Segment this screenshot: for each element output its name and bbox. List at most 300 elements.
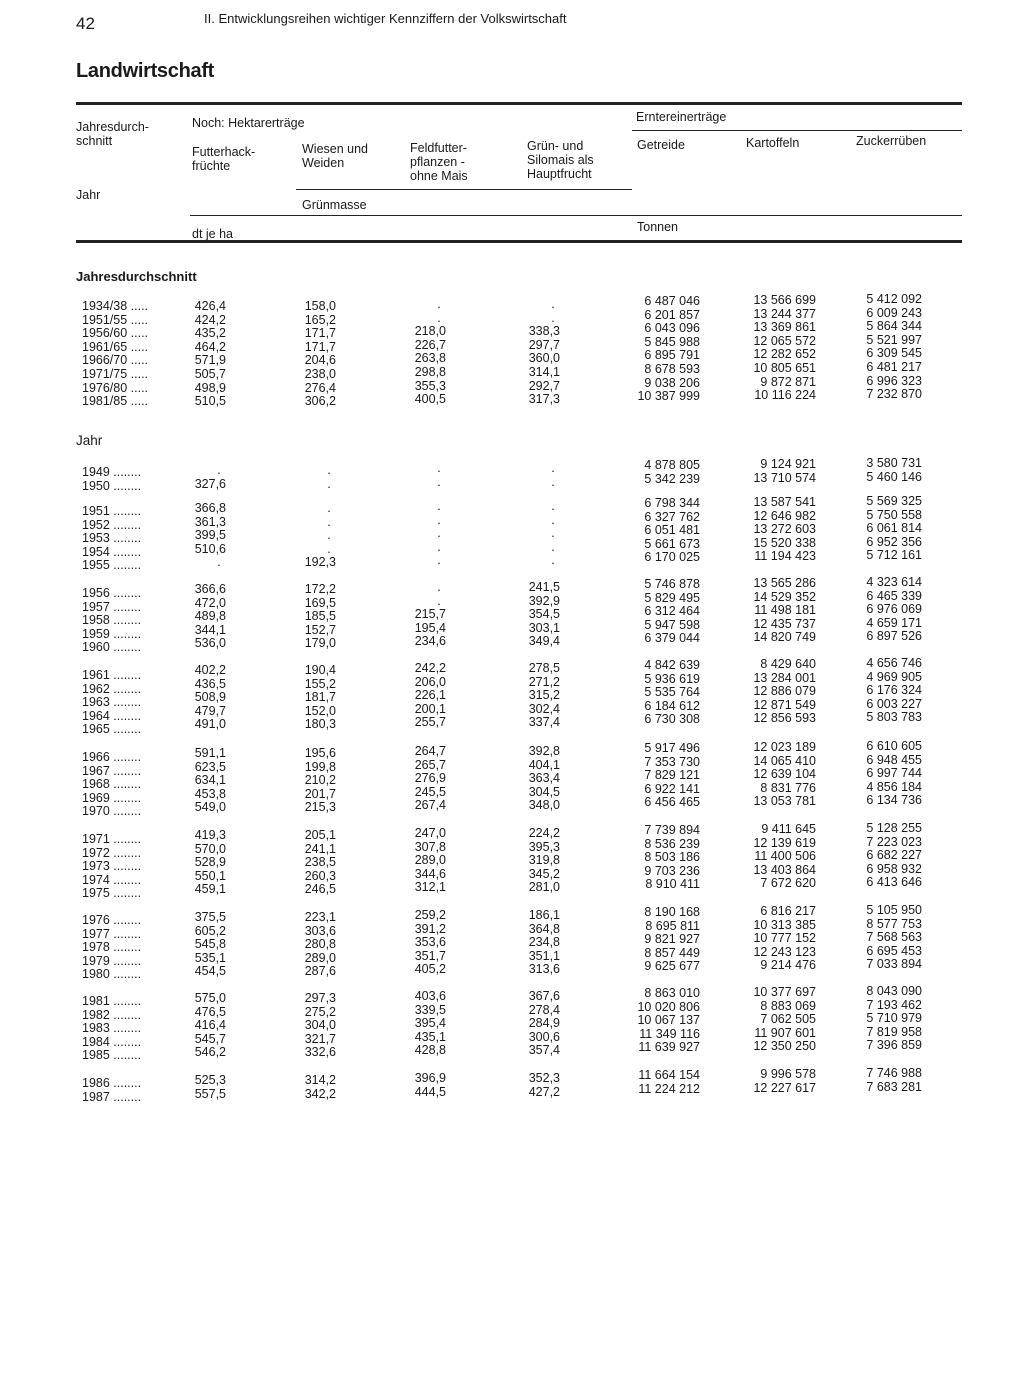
cell-gruen: . (551, 297, 555, 311)
row-label: 1980 ........ (82, 967, 142, 982)
cell-feld: 396,9 (414, 1071, 446, 1085)
cell-wiesen: 287,6 (304, 964, 336, 979)
cell-futter: 366,8 (194, 501, 226, 515)
cell-zucker: 7 223 023 (866, 834, 922, 849)
cell-getreide: 6 312 464 (644, 604, 700, 619)
cell-wiesen: 172,2 (304, 582, 336, 596)
cell-zucker: 5 710 979 (866, 1011, 922, 1026)
cell-getreide: 11 639 927 (638, 1040, 700, 1055)
cell-feld: 245,5 (414, 784, 446, 799)
cell-wiesen: 321,7 (304, 1031, 336, 1046)
cell-futter: 491,0 (194, 717, 226, 732)
cell-feld: 255,7 (414, 715, 446, 730)
cell-wiesen: 190,4 (304, 663, 336, 677)
cell-kartoffeln: 14 065 410 (753, 753, 816, 768)
cell-wiesen: 297,3 (304, 991, 336, 1005)
cell-gruen: 319,8 (528, 853, 560, 868)
cell-futter: 402,2 (194, 663, 226, 677)
cell-kartoffeln: 12 435 737 (753, 616, 816, 631)
cell-wiesen: 169,5 (304, 595, 336, 610)
cell-wiesen: 289,0 (304, 950, 336, 965)
cell-gruen: 241,5 (528, 580, 560, 594)
cell-feld: 400,5 (414, 392, 446, 407)
cell-feld: 218,0 (414, 324, 446, 339)
cell-futter: 453,8 (194, 786, 226, 801)
cell-wiesen: . (327, 501, 331, 515)
cell-kartoffeln: 7 672 620 (760, 876, 816, 891)
row-label: 1975 ........ (82, 886, 142, 901)
cell-getreide: 8 695 811 (645, 918, 700, 933)
cell-zucker: 6 952 356 (866, 534, 922, 549)
cell-futter: 419,3 (194, 828, 226, 842)
group-header-hektar: Noch: Hektarerträge (192, 116, 305, 130)
cell-wiesen: 204,6 (304, 353, 336, 368)
cell-kartoffeln: 7 062 505 (760, 1012, 816, 1027)
cell-gruen: 304,5 (528, 784, 560, 799)
cell-futter: . (217, 463, 221, 477)
cell-feld: 353,6 (414, 935, 446, 950)
cell-kartoffeln: 10 805 651 (753, 361, 816, 375)
row-label: 1981 ........ (82, 994, 142, 1008)
cell-wiesen: 155,2 (304, 676, 336, 691)
cell-getreide: 8 857 449 (644, 945, 700, 960)
cell-zucker: 5 128 255 (866, 821, 922, 835)
cell-getreide: 5 829 495 (644, 590, 700, 605)
cell-feld: . (437, 474, 441, 489)
cell-feld: . (437, 499, 441, 513)
cell-feld: 206,0 (414, 674, 446, 689)
cell-zucker: 6 996 323 (866, 373, 922, 388)
row-label: 1973 ........ (82, 859, 142, 874)
cell-getreide: 8 678 593 (644, 362, 700, 376)
cell-getreide: 11 664 154 (638, 1068, 700, 1082)
cell-feld: 444,5 (414, 1084, 446, 1099)
cell-feld: 263,8 (414, 351, 446, 366)
row-label: 1977 ........ (82, 926, 142, 941)
row-label: 1951 ........ (82, 504, 142, 518)
cell-gruen: 392,8 (528, 744, 560, 758)
cell-gruen: 300,6 (528, 1029, 560, 1044)
cell-zucker: 7 193 462 (866, 997, 922, 1012)
row-label: 1976 ........ (82, 913, 142, 927)
cell-gruen: 297,7 (528, 337, 560, 352)
cell-zucker: 8 577 753 (866, 916, 922, 931)
cell-gruen: 349,4 (528, 634, 560, 649)
cell-futter: 508,9 (194, 690, 226, 705)
unit-rule (190, 215, 962, 216)
cell-wiesen: 238,0 (304, 367, 336, 381)
row-label: 1971/75 ..... (82, 367, 149, 381)
cell-getreide: 5 661 673 (644, 536, 700, 551)
cell-zucker: 6 682 227 (866, 848, 922, 863)
cell-wiesen: 332,6 (304, 1045, 336, 1060)
cell-gruen: 278,4 (528, 1002, 560, 1017)
cell-wiesen: 304,0 (304, 1018, 336, 1033)
cell-gruen: 357,4 (528, 1043, 560, 1058)
cell-futter: 505,7 (194, 367, 226, 381)
col-header-futter: Futterhack- früchte (192, 145, 256, 173)
cell-gruen: 352,3 (528, 1071, 560, 1085)
cell-zucker: 5 460 146 (866, 469, 922, 484)
cell-wiesen: 152,7 (304, 622, 336, 637)
section-heading-year: Jahr (76, 433, 103, 448)
cell-wiesen: . (327, 514, 331, 529)
cell-futter: 327,6 (194, 476, 226, 491)
cell-futter: 535,1 (194, 950, 226, 965)
cell-wiesen: 260,3 (304, 868, 336, 883)
running-title: II. Entwicklungsreihen wichtiger Kennziffern der Volkswirtschaft (204, 11, 567, 26)
cell-getreide: 6 201 857 (644, 307, 700, 322)
cell-feld: . (437, 553, 441, 568)
cell-feld: 435,1 (414, 1029, 446, 1044)
cell-feld: . (437, 593, 441, 608)
cell-futter: 605,2 (194, 923, 226, 938)
cell-getreide: 8 863 010 (644, 986, 700, 1000)
cell-wiesen: 223,1 (304, 910, 336, 924)
cell-gruen: 317,3 (528, 392, 560, 407)
stub-header-year: Jahr (76, 188, 101, 202)
cell-getreide: 9 038 206 (644, 375, 700, 390)
cell-kartoffeln: 8 831 776 (760, 780, 816, 795)
cell-zucker: 6 997 744 (866, 766, 922, 781)
cell-gruen: 345,2 (528, 866, 560, 881)
cell-wiesen: 185,5 (304, 609, 336, 624)
cell-kartoffeln: 8 883 069 (760, 998, 816, 1013)
col-header-getreide: Getreide (637, 138, 685, 152)
cell-zucker: 6 465 339 (866, 588, 922, 603)
cell-feld: 242,2 (414, 661, 446, 675)
cell-gruen: 338,3 (528, 324, 560, 339)
row-label: 1982 ........ (82, 1007, 142, 1022)
row-label: 1949 ........ (82, 465, 142, 479)
cell-futter: 546,2 (194, 1045, 226, 1060)
row-label: 1972 ........ (82, 845, 142, 860)
cell-futter: 571,9 (194, 353, 226, 368)
cell-zucker: 7 033 894 (866, 957, 922, 972)
cell-zucker: 6 009 243 (866, 305, 922, 320)
cell-gruen: 348,0 (528, 798, 560, 813)
cell-zucker: 5 712 161 (866, 548, 922, 563)
cell-gruen: 363,4 (528, 771, 560, 786)
cell-feld: 307,8 (414, 839, 446, 854)
cell-zucker: 3 580 731 (866, 456, 922, 470)
cell-wiesen: 152,0 (304, 703, 336, 718)
col-header-kartoffeln: Kartoffeln (746, 136, 800, 150)
cell-getreide: 8 910 411 (645, 877, 700, 892)
cell-feld: . (437, 297, 441, 311)
cell-zucker: 6 695 453 (866, 943, 922, 958)
row-label: 1971 ........ (82, 832, 142, 846)
cell-kartoffeln: 13 284 001 (753, 670, 816, 685)
row-label: 1954 ........ (82, 544, 142, 559)
cell-gruen: 302,4 (528, 701, 560, 716)
cell-zucker: 6 948 455 (866, 752, 922, 767)
cell-getreide: 4 842 639 (644, 658, 700, 672)
cell-gruen: . (551, 461, 555, 475)
cell-kartoffeln: 12 065 572 (753, 333, 816, 348)
row-label: 1962 ........ (82, 681, 142, 696)
cell-feld: 298,8 (414, 365, 446, 379)
cell-zucker: 7 232 870 (866, 387, 922, 402)
cell-kartoffeln: 9 124 921 (760, 457, 816, 471)
cell-wiesen: 171,7 (304, 326, 336, 341)
cell-getreide: 5 917 496 (644, 741, 700, 755)
cell-futter: 416,4 (194, 1018, 226, 1033)
cell-feld: . (437, 526, 441, 541)
cell-futter: 525,3 (194, 1073, 226, 1087)
cell-kartoffeln: 9 872 871 (760, 374, 816, 389)
cell-feld: 351,7 (414, 948, 446, 963)
cell-kartoffeln: 11 194 423 (754, 549, 816, 564)
row-label: 1986 ........ (82, 1076, 142, 1090)
cell-kartoffeln: 12 282 652 (753, 347, 816, 362)
header-top-rule (76, 102, 962, 105)
cell-kartoffeln: 13 053 781 (753, 794, 816, 809)
row-label: 1957 ........ (82, 599, 142, 614)
cell-getreide: 8 190 168 (644, 905, 700, 919)
row-label: 1959 ........ (82, 626, 142, 641)
row-label: 1958 ........ (82, 613, 142, 628)
cell-kartoffeln: 13 566 699 (753, 293, 816, 307)
cell-feld: 267,4 (414, 798, 446, 813)
cell-wiesen: 195,6 (304, 746, 336, 760)
row-label: 1961/65 ..... (82, 339, 149, 354)
cell-gruen: 367,6 (528, 989, 560, 1003)
cell-feld: 339,5 (414, 1002, 446, 1017)
cell-wiesen: 306,2 (304, 394, 336, 409)
cell-gruen: 281,0 (528, 880, 560, 895)
cell-zucker: 6 976 069 (866, 602, 922, 617)
cell-futter: 424,2 (194, 312, 226, 327)
cell-wiesen: 201,7 (304, 786, 336, 801)
row-label: 1934/38 ..... (82, 299, 149, 313)
cell-feld: 247,0 (414, 826, 446, 840)
cell-futter: 479,7 (194, 703, 226, 718)
cell-getreide: 8 536 239 (644, 836, 700, 851)
cell-kartoffeln: 11 907 601 (754, 1025, 816, 1040)
cell-kartoffeln: 14 820 749 (753, 630, 816, 645)
cell-getreide: 6 895 791 (644, 348, 700, 363)
cell-futter: 549,0 (194, 800, 226, 815)
cell-feld: 276,9 (414, 771, 446, 786)
cell-zucker: 4 969 905 (866, 669, 922, 684)
cell-kartoffeln: 10 777 152 (753, 931, 816, 946)
cell-feld: 215,7 (414, 607, 446, 622)
cell-zucker: 6 897 526 (866, 629, 922, 644)
group-header-ernte: Erntereinerträge (636, 110, 727, 124)
cell-getreide: 11 349 116 (639, 1026, 700, 1041)
cell-zucker: 5 569 325 (866, 494, 922, 508)
cell-getreide: 6 487 046 (644, 294, 700, 308)
cell-futter: 570,0 (194, 841, 226, 856)
cell-futter: 361,3 (194, 514, 226, 529)
cell-getreide: 6 379 044 (644, 631, 700, 646)
row-label: 1976/80 ..... (82, 380, 149, 395)
row-label: 1964 ........ (82, 708, 142, 723)
col-header-gruen: Grün- und Silomais als Hauptfrucht (527, 139, 594, 181)
cell-kartoffeln: 12 871 549 (753, 697, 816, 712)
cell-wiesen: 280,8 (304, 937, 336, 952)
row-label: 1979 ........ (82, 953, 142, 968)
cell-gruen: 351,1 (528, 948, 560, 963)
cell-feld: . (437, 310, 441, 325)
cell-futter: 510,6 (194, 541, 226, 556)
cell-futter: 464,2 (194, 339, 226, 354)
cell-getreide: 6 051 481 (644, 523, 700, 538)
cell-kartoffeln: 10 116 224 (754, 388, 816, 403)
cell-kartoffeln: 13 369 861 (753, 320, 816, 335)
cell-kartoffeln: 12 646 982 (753, 508, 816, 523)
cell-kartoffeln: 10 313 385 (753, 917, 816, 932)
cell-kartoffeln: 9 214 476 (760, 958, 816, 973)
cell-zucker: 7 746 988 (866, 1066, 922, 1080)
row-label: 1961 ........ (82, 668, 142, 682)
cell-gruen: . (551, 474, 555, 489)
cell-futter: . (217, 555, 221, 570)
cell-feld: 195,4 (414, 620, 446, 635)
cell-kartoffeln: 13 587 541 (753, 495, 816, 509)
cell-kartoffeln: 10 377 697 (753, 985, 816, 999)
row-label: 1968 ........ (82, 777, 142, 792)
cell-wiesen: 215,3 (304, 800, 336, 815)
unit-tonnen: Tonnen (637, 220, 679, 234)
cell-getreide: 6 184 612 (644, 698, 700, 713)
row-label: 1951/55 ..... (82, 312, 149, 327)
row-label: 1985 ........ (82, 1048, 142, 1063)
cell-getreide: 5 535 764 (644, 685, 700, 700)
cell-getreide: 9 625 677 (644, 959, 700, 974)
cell-getreide: 9 821 927 (644, 932, 700, 947)
cell-zucker: 5 105 950 (866, 903, 922, 917)
cell-wiesen: 246,5 (304, 882, 336, 897)
cell-futter: 472,0 (194, 595, 226, 610)
cell-feld: 289,0 (414, 853, 446, 868)
row-label: 1965 ........ (82, 722, 142, 737)
section-title: Landwirtschaft (76, 60, 215, 82)
cell-gruen: 395,3 (528, 839, 560, 854)
cell-kartoffeln: 12 227 617 (753, 1080, 816, 1095)
row-label: 1963 ........ (82, 695, 142, 710)
cell-zucker: 7 568 563 (866, 930, 922, 945)
row-label: 1967 ........ (82, 763, 142, 778)
cell-kartoffeln: 12 243 123 (753, 944, 816, 959)
cell-getreide: 10 067 137 (637, 1013, 700, 1028)
cell-feld: 264,7 (414, 744, 446, 758)
cell-feld: . (437, 580, 441, 594)
cell-zucker: 5 750 558 (866, 507, 922, 522)
cell-gruen: 292,7 (528, 378, 560, 393)
cell-futter: 454,5 (194, 964, 226, 979)
cell-kartoffeln: 12 139 619 (753, 835, 816, 850)
cell-getreide: 5 936 619 (644, 671, 700, 686)
cell-wiesen: 181,7 (304, 690, 336, 705)
cell-gruen: 315,2 (528, 688, 560, 703)
cell-getreide: 6 456 465 (644, 795, 700, 810)
cell-wiesen: . (327, 528, 331, 543)
cell-futter: 557,5 (194, 1086, 226, 1101)
cell-kartoffeln: 15 520 338 (753, 535, 816, 550)
cell-getreide: 6 327 762 (644, 509, 700, 524)
cell-getreide: 7 739 894 (644, 823, 700, 837)
cell-zucker: 6 134 736 (866, 793, 922, 808)
cell-wiesen: 171,7 (304, 339, 336, 354)
cell-gruen: 224,2 (528, 826, 560, 840)
cell-wiesen: 165,2 (304, 312, 336, 327)
cell-getreide: 7 353 730 (644, 754, 700, 769)
cell-kartoffeln: 13 565 286 (753, 576, 816, 590)
row-label: 1987 ........ (82, 1089, 142, 1104)
cell-feld: 200,1 (414, 701, 446, 716)
cell-kartoffeln: 12 639 104 (753, 767, 816, 782)
cell-futter: 366,6 (194, 582, 226, 596)
cell-getreide: 5 845 988 (644, 334, 700, 349)
row-label: 1984 ........ (82, 1034, 142, 1049)
cell-getreide: 8 503 186 (644, 850, 700, 865)
cell-futter: 623,5 (194, 759, 226, 774)
cell-zucker: 4 323 614 (866, 575, 922, 589)
cell-wiesen: 199,8 (304, 759, 336, 774)
col-header-zucker: Zuckerrüben (856, 134, 927, 148)
cell-getreide: 11 224 212 (638, 1081, 700, 1096)
gruenmasse-rule (296, 189, 632, 190)
cell-gruen: 314,1 (528, 365, 560, 379)
cell-gruen: . (551, 526, 555, 541)
cell-gruen: . (551, 539, 555, 554)
cell-getreide: 5 947 598 (644, 617, 700, 632)
cell-wiesen: 303,6 (304, 923, 336, 938)
cell-futter: 426,4 (194, 299, 226, 313)
cell-getreide: 5 342 239 (644, 471, 700, 486)
cell-kartoffeln: 13 710 574 (753, 470, 816, 485)
unit-dt-je-ha: dt je ha (192, 227, 234, 241)
cell-gruen: 234,8 (528, 935, 560, 950)
cell-kartoffeln: 14 529 352 (753, 589, 816, 604)
cell-futter: 528,9 (194, 855, 226, 870)
cell-zucker: 6 481 217 (866, 360, 922, 374)
cell-feld: 403,6 (414, 989, 446, 1003)
cell-futter: 575,0 (194, 991, 226, 1005)
gruenmasse-label: Grünmasse (302, 198, 367, 212)
cell-futter: 344,1 (194, 622, 226, 637)
cell-gruen: . (551, 512, 555, 527)
cell-feld: 355,3 (414, 378, 446, 393)
cell-futter: 550,1 (194, 868, 226, 883)
cell-kartoffeln: 11 498 181 (754, 603, 816, 618)
cell-getreide: 6 043 096 (644, 321, 700, 336)
row-label: 1981/85 ..... (82, 394, 149, 409)
cell-feld: 226,7 (414, 337, 446, 352)
cell-futter: 435,2 (194, 326, 226, 341)
cell-gruen: . (551, 310, 555, 325)
cell-wiesen: 180,3 (304, 717, 336, 732)
cell-gruen: 404,1 (528, 757, 560, 772)
cell-gruen: 337,4 (528, 715, 560, 730)
cell-feld: 395,4 (414, 1016, 446, 1031)
cell-zucker: 6 958 932 (866, 861, 922, 876)
cell-futter: 489,8 (194, 609, 226, 624)
row-label: 1956 ........ (82, 586, 142, 600)
cell-wiesen: 241,1 (304, 841, 336, 856)
cell-kartoffeln: 13 244 377 (753, 306, 816, 321)
cell-feld: 428,8 (414, 1043, 446, 1058)
cell-feld: 234,6 (414, 634, 446, 649)
row-label: 1970 ........ (82, 804, 142, 819)
cell-zucker: 7 396 859 (866, 1038, 922, 1053)
cell-zucker: 8 043 090 (866, 984, 922, 998)
row-label: 1950 ........ (82, 478, 142, 493)
cell-feld: 259,2 (414, 908, 446, 922)
cell-feld: 391,2 (414, 921, 446, 936)
